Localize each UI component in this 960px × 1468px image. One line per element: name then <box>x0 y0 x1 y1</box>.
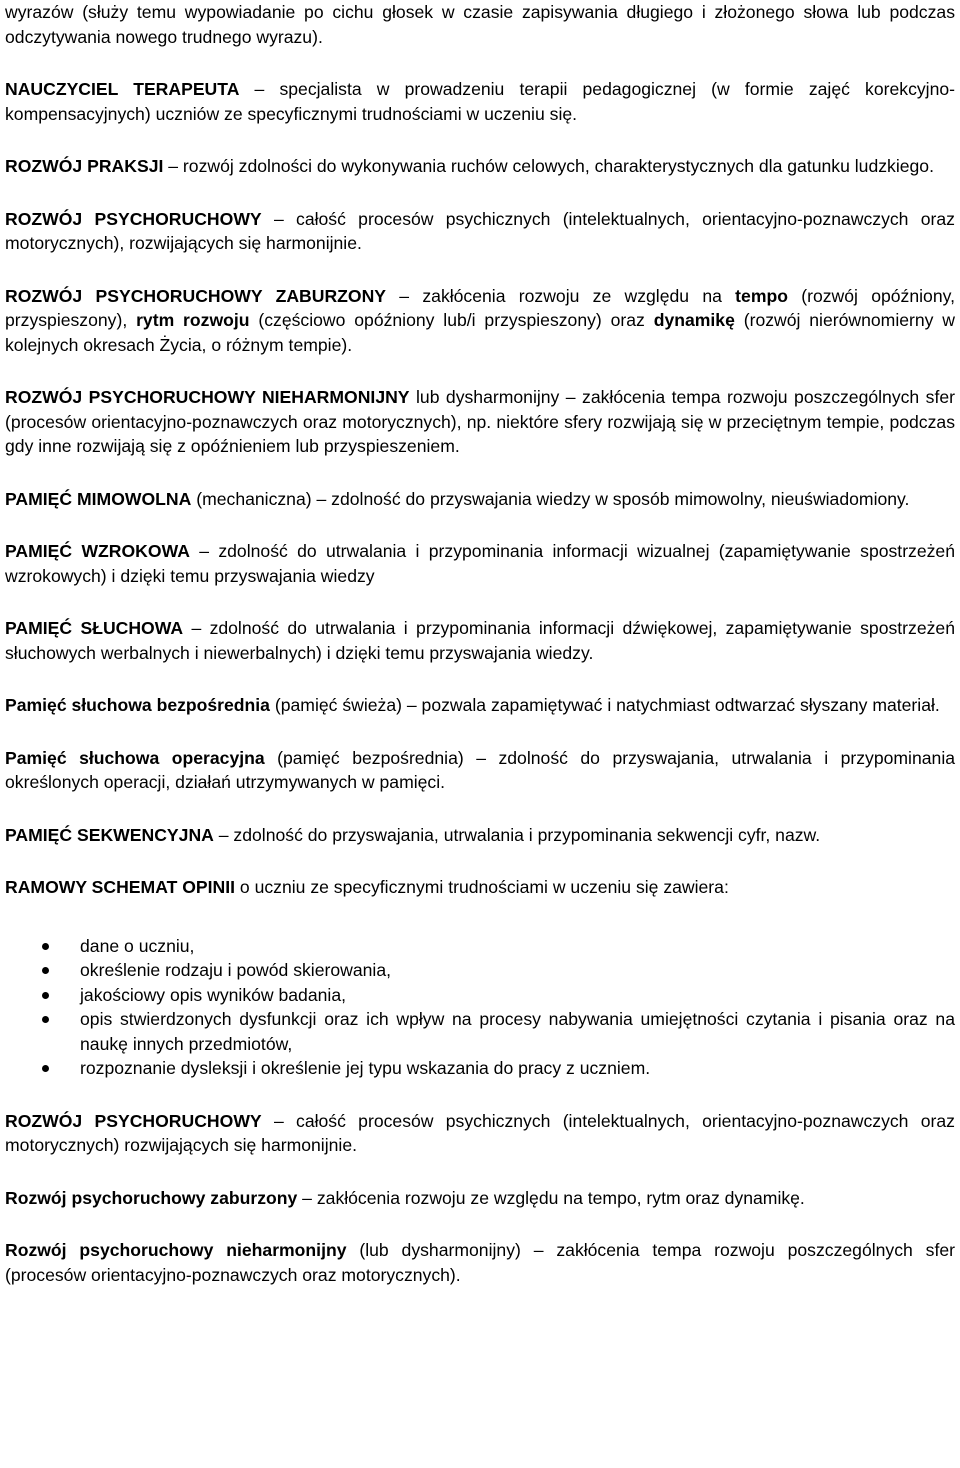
bullet-icon <box>42 943 49 950</box>
term-label: Rozwój psychoruchowy zaburzony <box>5 1187 298 1208</box>
term-label: ROZWÓJ PRAKSJI <box>5 156 164 176</box>
definition-text: – zdolność do przyswajania, utrwalania i przypominania sekwencji cyfr, nazw. <box>213 824 821 845</box>
paragraph-rozwoj-praksji <box>5 154 955 179</box>
definition-text: (lub dysharmonijny) – zakłócenia tempa rozwoju poszczególnych sfer (procesów orientacyjno-poznawczych oraz motorycznych). <box>5 1240 955 1285</box>
term-label: ROZWÓJ PSYCHORUCHOWY ZABURZONY <box>5 285 387 306</box>
definition-text: – zakłócenia rozwoju ze względu na tempo, rytm oraz dynamikę. <box>297 1187 805 1208</box>
paragraph-nauczyciel-terapeuta <box>5 77 955 126</box>
term-label: ROZWÓJ PSYCHORUCHOWY NIEHARMONIJNY <box>5 387 410 407</box>
list-item <box>5 1007 955 1056</box>
term-label: Rozwój psychoruchowy nieharmonijny <box>5 1240 347 1260</box>
definition-text: – zdolność do utrwalania i przypominania informacji wizualnej (zapamiętywanie spostrzeżeń wzrokowych) i dzięki temu przyswajania wiedzy <box>5 541 955 586</box>
list-item-text: opis stwierdzonych dysfunkcji oraz ich wpływ na procesy nabywania umiejętności czytania i pisania oraz na naukę innych przedmiotów, <box>80 1009 955 1054</box>
definition-text: – zakłócenia rozwoju ze względu na <box>386 285 736 306</box>
paragraph-intro-continued <box>5 0 955 49</box>
definition-text: – całość procesów psychicznych (intelektualnych, orientacyjno-poznawczych oraz motorycznych) rozwijających się harmonijnie. <box>5 1110 955 1155</box>
list-item-text: dane o uczniu, <box>80 935 195 956</box>
paragraph-pamiec-wzrokowa <box>5 539 955 588</box>
list-item <box>5 983 955 1008</box>
definition-text: (rozwój opóźniony, przyspieszony), <box>5 285 955 330</box>
bullet-icon <box>42 967 49 974</box>
definition-text: (mechaniczna) – zdolność do przyswajania wiedzy w sposób mimowolny, nieuświadomiony. <box>191 488 910 509</box>
term-label: rytm rozwoju <box>136 310 250 330</box>
term-label: PAMIĘĆ SŁUCHOWA <box>5 618 184 638</box>
definition-text: (częściowo opóźniony lub/i przyspieszony) oraz <box>249 310 654 330</box>
term-label: PAMIĘĆ WZROKOWA <box>5 541 190 561</box>
definition-text: (pamięć świeża) – pozwala zapamiętywać i natychmiast odtwarzać słyszany materiał. <box>269 695 940 715</box>
paragraph-rozwoj-psychoruchowy-zaburzony <box>5 284 955 358</box>
term-label: ROZWÓJ PSYCHORUCHOWY <box>5 1110 262 1131</box>
paragraph-rozwoj-psychoruchowy-zaburzony-2 <box>5 1186 955 1211</box>
term-label: dynamikę <box>653 310 735 330</box>
list-item <box>5 934 955 959</box>
list-item-text: jakościowy opis wyników badania, <box>80 984 346 1005</box>
definition-text: wyrazów (służy temu wypowiadanie po cichu głosek w czasie zapisywania długiego i złożonego słowa lub podczas odczytywania nowego trudnego wyrazu). <box>5 2 955 47</box>
term-label: ROZWÓJ PSYCHORUCHOWY <box>5 208 262 229</box>
term-label: tempo <box>735 285 788 306</box>
bullet-icon <box>42 1016 49 1023</box>
paragraph-rozwoj-psychoruchowy <box>5 207 955 256</box>
paragraph-rozwoj-psychoruchowy-nieharmonijny <box>5 385 955 459</box>
closing-definitions-section <box>5 1109 955 1288</box>
document-page <box>5 0 955 1287</box>
definition-text: (rozwój nierównomierny w kolejnych okresach Życia, o różnym tempie). <box>5 310 956 355</box>
paragraph-rozwoj-psychoruchowy-2 <box>5 1109 955 1158</box>
paragraph-pamiec-sluchowa-bezposrednia <box>5 693 955 718</box>
definition-text: – całość procesów psychicznych (intelektualnych, orientacyjno-poznawczych oraz motorycznych), rozwijających się harmonijnie. <box>5 208 955 253</box>
bullet-icon <box>42 992 49 999</box>
term-label: NAUCZYCIEL TERAPEUTA <box>5 79 240 99</box>
paragraph-pamiec-mimowolna <box>5 487 955 512</box>
list-item <box>5 958 955 983</box>
term-label: PAMIĘĆ SEKWENCYJNA <box>5 824 214 845</box>
definitions-section <box>5 0 955 900</box>
definition-text: o uczniu ze specyficznymi trudnościami w uczeniu się zawiera: <box>235 877 729 897</box>
list-item-text: określenie rodzaju i powód skierowania, <box>80 960 391 980</box>
definition-text: (pamięć bezpośrednia) – zdolność do przyswajania, utrwalania i przypominania określonych operacji, działań utrzymywanych w pamięci. <box>5 747 956 792</box>
opinion-schema-list <box>5 934 955 1081</box>
list-item-text: rozpoznanie dysleksji i określenie jej typu wskazania do pracy z uczniem. <box>80 1058 651 1078</box>
paragraph-pamiec-sluchowa <box>5 616 955 665</box>
paragraph-pamiec-sekwencyjna <box>5 823 955 848</box>
definition-text: lub dysharmonijny – zakłócenia tempa rozwoju poszczególnych sfer (procesów orientacyjno-poznawczych oraz motorycznych), np. niektóre sfery rozwijają się w przeciętnym tempie, podczas gdy inne rozwijają się z opóźnieniem lub przyspieszeniem. <box>5 387 955 456</box>
term-label: RAMOWY SCHEMAT OPINII <box>5 877 236 897</box>
bullet-icon <box>42 1065 49 1072</box>
term-label: PAMIĘĆ MIMOWOLNA <box>5 488 192 509</box>
definition-text: – specjalista w prowadzeniu terapii pedagogicznej (w formie zajęć korekcyjno-kompensacyjnych) uczniów ze specyficznymi trudnościami w uczeniu się. <box>5 79 955 124</box>
paragraph-pamiec-sluchowa-operacyjna <box>5 746 955 795</box>
paragraph-ramowy-schemat-opinii <box>5 875 955 900</box>
term-label: Pamięć słuchowa operacyjna <box>5 747 265 768</box>
definition-text: – zdolność do utrwalania i przypominania informacji dźwiękowej, zapamiętywanie spostrzeżeń słuchowych werbalnych i niewerbalnych) i dzięki temu przyswajania wiedzy. <box>5 618 955 663</box>
list-item <box>5 1056 955 1081</box>
paragraph-rozwoj-psychoruchowy-nieharmonijny-2 <box>5 1238 955 1287</box>
term-label: Pamięć słuchowa bezpośrednia <box>5 695 270 715</box>
definition-text: – rozwój zdolności do wykonywania ruchów celowych, charakterystycznych dla gatunku ludzkiego. <box>163 156 934 176</box>
